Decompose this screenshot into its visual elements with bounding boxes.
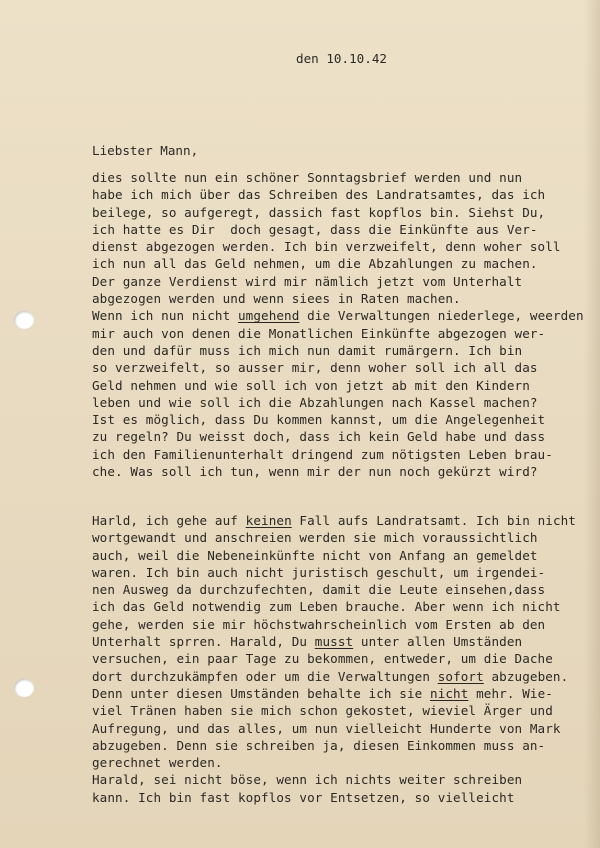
text-line: waren. Ich bin auch nicht juristisch geschult, um irgendei- [92,564,546,580]
text-line: beilege, so aufgeregt, dassich fast kopflos bin. Siehst Du, [92,204,546,220]
text-line: so verzweifelt, so ausser mir, denn woher soll ich all das [92,360,538,376]
text-line: Aufregung, und das alles, um nun vielleicht Hunderte von Mark [92,720,561,736]
text-line: den und dafür muss ich mich nun damit rumärgern. Ich bin [92,342,523,358]
punch-hole [14,311,34,329]
text-line: Der ganze Verdienst wird mir nämlich jetzt vom Unterhalt [92,273,523,289]
text-line: Harald, sei nicht böse, wenn ich nichts weiter schreiben [92,772,523,788]
page-edge-shadow [584,0,600,848]
text-line: ich nun all das Geld nehmen, um die Abzahlungen zu machen. [92,256,538,272]
text-line: che. Was soll ich tun, wenn mir der nun noch gekürzt wird? [92,464,538,480]
text-line: ich hatte es Dir doch gesagt, dass die Einkünfte aus Ver- [92,221,538,237]
text-line: dort durchzukämpfen oder um die Verwaltungen sofort abzugeben. [92,668,569,684]
text-line: Unterhalt sprren. Harald, Du musst unter allen Umständen [92,634,523,650]
text-line: Wenn ich nun nicht umgehend die Verwaltungen niederlege, weerden [92,308,584,324]
text-line: zu regeln? Du weisst doch, dass ich kein Geld habe und dass [92,429,546,445]
text-line: ich das Geld notwendig zum Leben brauche. Aber wenn ich nicht [92,599,561,615]
text-line: Denn unter diesen Umständen behalte ich sie nicht mehr. Wie- [92,685,553,701]
underlined-word: sofort [437,668,484,684]
text-line: mir auch von denen die Monatlichen Einkünfte abgezogen wer- [92,325,546,341]
text-line: versuchen, ein paar Tage zu bekommen, entweder, um die Dache [92,651,553,667]
letter-salutation: Liebster Mann, [92,143,199,158]
paragraph-1 [92,169,582,480]
underlined-word: keinen [245,513,292,528]
underlined-word: umgehend [237,308,300,324]
text-line: Geld nehmen und wie soll ich von jetzt ab mit den Kindern [92,377,530,393]
letter-date: den 10.10.42 [296,51,387,66]
text-line: gerechnet werden. [92,755,223,771]
punch-hole [14,679,34,697]
text-line: viel Tränen haben sie mich schon gekostet, wieviel Ärger und [92,703,553,719]
text-line: ich den Familienunterhalt dringend zum nötigsten Leben brau- [92,446,553,462]
text-line: auch, weil die Nebeneinkünfte nicht von Anfang an gemeldet [92,547,538,563]
text-line: kann. Ich bin fast kopflos vor Entsetzen, so vielleicht [92,789,515,805]
text-line: leben und wie soll ich die Abzahlungen nach Kassel machen? [92,394,538,410]
text-line: abzugeben. Denn sie schreiben ja, diesen Einkommen muss an- [92,737,546,753]
underlined-word: musst [314,634,354,650]
text-line: abgezogen werden und wenn siees in Raten machen. [92,291,461,307]
text-line: gehe, werden sie mir höchstwahrscheinlich vom Ersten ab den [92,616,546,632]
underlined-word: nicht [430,685,469,701]
text-line: wortgewandt und anschreien werden sie mich voraussichtlich [92,530,538,546]
text-line: nen Ausweg da durchzufechten, damit die Leute einsehen,dass [92,582,546,598]
text-line: habe ich mich über das Schreiben des Landratsamtes, das ich [92,187,546,203]
text-line: Harld, ich gehe auf keinen Fall aufs Landratsamt. Ich bin nicht [92,513,576,528]
text-line: dies sollte nun ein schöner Sonntagsbrief werden und nun [92,170,523,185]
text-line: dienst abgezogen werden. Ich bin verzweifelt, denn woher soll [92,239,561,255]
text-line: Ist es möglich, dass Du kommen kannst, um die Angelegenheit [92,412,546,428]
paragraph-2 [92,512,582,806]
